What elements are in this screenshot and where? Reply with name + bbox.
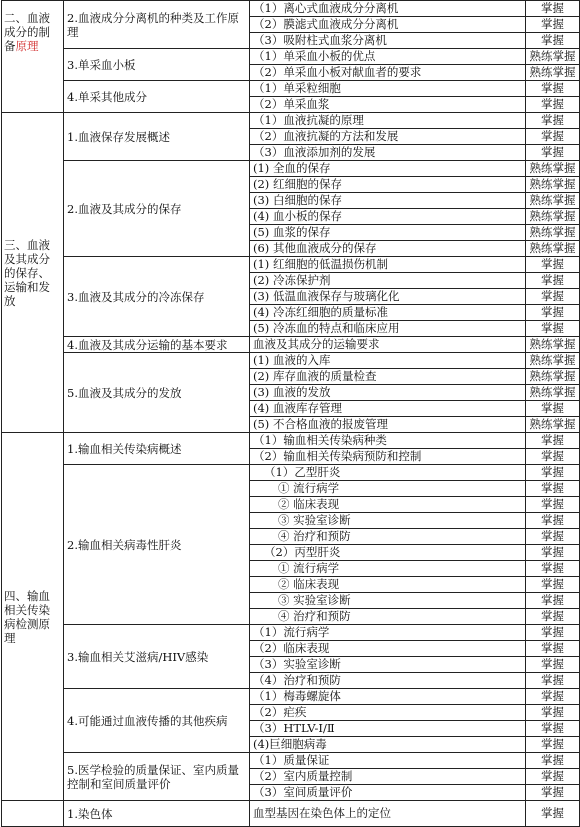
requirement-cell: 掌握	[526, 305, 580, 321]
content-cell: ③ 实验室诊断	[250, 513, 526, 529]
requirement-cell: 熟练掌握	[526, 385, 580, 401]
requirement-cell: 掌握	[526, 625, 580, 641]
item-cell: 4.单采其他成分	[64, 81, 250, 113]
requirement-cell: 熟练掌握	[526, 193, 580, 209]
content-cell: (4) 血液库存管理	[250, 401, 526, 417]
content-cell: （1）质量保证	[250, 753, 526, 769]
content-cell: (1) 血液的入库	[250, 353, 526, 369]
content-cell: （1）乙型肝炎	[250, 465, 526, 481]
item-cell: 1.血液保存发展概述	[64, 113, 250, 161]
requirement-cell: 掌握	[526, 97, 580, 113]
requirement-cell: 掌握	[526, 785, 580, 801]
requirement-cell: 掌握	[526, 145, 580, 161]
item-cell: 1.染色体	[64, 801, 250, 827]
item-cell: 5.血液及其成分的发放	[64, 353, 250, 433]
requirement-cell: 掌握	[526, 321, 580, 337]
requirement-cell: 掌握	[526, 657, 580, 673]
requirement-cell: 掌握	[526, 273, 580, 289]
requirement-cell: 掌握	[526, 577, 580, 593]
content-cell: （3）吸附柱式血浆分离机	[250, 33, 526, 49]
content-cell: (4) 冷冻红细胞的质量标准	[250, 305, 526, 321]
content-cell: ① 流行病学	[250, 561, 526, 577]
item-cell: 2.输血相关病毒性肝炎	[64, 465, 250, 625]
table-row	[2, 161, 580, 177]
item-cell: 3.血液及其成分的冷冻保存	[64, 257, 250, 337]
item-cell: 3.输血相关艾滋病/HIV感染	[64, 625, 250, 689]
content-cell: ② 临床表现	[250, 497, 526, 513]
syllabus-table-body	[2, 1, 580, 827]
content-cell: （1）流行病学	[250, 625, 526, 641]
content-cell: (2) 冷冻保护剂	[250, 273, 526, 289]
requirement-cell: 掌握	[526, 769, 580, 785]
requirement-cell: 熟练掌握	[526, 177, 580, 193]
content-cell: （1）输血相关传染病种类	[250, 433, 526, 449]
requirement-cell: 掌握	[526, 609, 580, 625]
content-cell: (3) 低温血液保存与玻璃化化	[250, 289, 526, 305]
requirement-cell: 掌握	[526, 481, 580, 497]
content-cell: (4)巨细胞病毒	[250, 737, 526, 753]
content-cell: ④ 治疗和预防	[250, 609, 526, 625]
requirement-cell: 熟练掌握	[526, 353, 580, 369]
requirement-cell: 掌握	[526, 513, 580, 529]
item-cell: 5.医学检验的质量保证、室内质量控制和室间质量评价	[64, 753, 250, 801]
requirement-cell: 掌握	[526, 465, 580, 481]
content-cell: （2）血液抗凝的方法和发展	[250, 129, 526, 145]
content-cell: (5) 冷冻血的特点和临床应用	[250, 321, 526, 337]
requirement-cell: 熟练掌握	[526, 337, 580, 353]
requirement-cell: 熟练掌握	[526, 241, 580, 257]
content-cell: ④ 治疗和预防	[250, 529, 526, 545]
requirement-cell: 掌握	[526, 17, 580, 33]
item-cell: 2.血液及其成分的保存	[64, 161, 250, 257]
requirement-cell: 掌握	[526, 753, 580, 769]
item-cell: 3.单采血小板	[64, 49, 250, 81]
unit-cell	[2, 801, 64, 827]
content-cell: （2）丙型肝炎	[250, 545, 526, 561]
content-cell: 血液及其成分的运输要求	[250, 337, 526, 353]
requirement-cell: 掌握	[526, 545, 580, 561]
table-row	[2, 753, 580, 769]
content-cell: (1) 全血的保存	[250, 161, 526, 177]
requirement-cell: 掌握	[526, 401, 580, 417]
requirement-cell: 掌握	[526, 689, 580, 705]
unit-title: 二、血液成分的制备	[4, 11, 50, 53]
content-cell: （2）临床表现	[250, 641, 526, 657]
table-row	[2, 337, 580, 353]
requirement-cell: 掌握	[526, 497, 580, 513]
content-cell: （4）治疗和预防	[250, 673, 526, 689]
table-row	[2, 801, 580, 827]
table-row	[2, 49, 580, 65]
content-cell: (1) 红细胞的低温损伤机制	[250, 257, 526, 273]
content-cell: (6) 其他血液成分的保存	[250, 241, 526, 257]
requirement-cell: 掌握	[526, 737, 580, 753]
requirement-cell: 掌握	[526, 561, 580, 577]
content-cell: （3）HTLV-Ⅰ/Ⅱ	[250, 721, 526, 737]
requirement-cell: 掌握	[526, 801, 580, 827]
content-cell: (5) 血浆的保存	[250, 225, 526, 241]
content-cell: 血型基因在染色体上的定位	[250, 801, 526, 827]
requirement-cell: 掌握	[526, 433, 580, 449]
content-cell: （3）实验室诊断	[250, 657, 526, 673]
content-cell: （1）离心式血液成分分离机	[250, 1, 526, 17]
requirement-cell: 熟练掌握	[526, 417, 580, 433]
requirement-cell: 掌握	[526, 81, 580, 97]
requirement-cell: 掌握	[526, 33, 580, 49]
item-cell: 4.血液及其成分运输的基本要求	[64, 337, 250, 353]
requirement-cell: 掌握	[526, 593, 580, 609]
table-row	[2, 81, 580, 97]
requirement-cell: 熟练掌握	[526, 161, 580, 177]
item-cell: 4.可能通过血液传播的其他疾病	[64, 689, 250, 753]
content-cell: （2）疟疾	[250, 705, 526, 721]
table-row	[2, 353, 580, 369]
table-row	[2, 433, 580, 449]
content-cell: （3）血液添加剂的发展	[250, 145, 526, 161]
requirement-cell: 掌握	[526, 673, 580, 689]
item-cell: 1.输血相关传染病概述	[64, 433, 250, 465]
requirement-cell: 熟练掌握	[526, 225, 580, 241]
table-row	[2, 113, 580, 129]
requirement-cell: 掌握	[526, 113, 580, 129]
content-cell: （2）单采血小板对献血者的要求	[250, 65, 526, 81]
requirement-cell: 掌握	[526, 257, 580, 273]
content-cell: (2) 红细胞的保存	[250, 177, 526, 193]
requirement-cell: 熟练掌握	[526, 369, 580, 385]
table-row	[2, 465, 580, 481]
content-cell: （3）室间质量评价	[250, 785, 526, 801]
requirement-cell: 熟练掌握	[526, 209, 580, 225]
unit-cell	[2, 1, 64, 113]
content-cell: (3) 血液的发放	[250, 385, 526, 401]
requirement-cell: 掌握	[526, 705, 580, 721]
content-cell: （2）膜滤式血液成分分离机	[250, 17, 526, 33]
unit-title: 三、血液及其成分的保存、运输和发放	[4, 237, 50, 308]
table-row	[2, 257, 580, 273]
unit-cell	[2, 433, 64, 801]
content-cell: (3) 白细胞的保存	[250, 193, 526, 209]
content-cell: (2) 库存血液的质量检查	[250, 369, 526, 385]
requirement-cell: 熟练掌握	[526, 49, 580, 65]
unit-cell	[2, 113, 64, 433]
unit-title: 四、输血相关传染病检测原理	[4, 588, 50, 645]
content-cell: ③ 实验室诊断	[250, 593, 526, 609]
syllabus-table	[1, 0, 580, 827]
content-cell: （1）单采血小板的优点	[250, 49, 526, 65]
content-cell: （1）血液抗凝的原理	[250, 113, 526, 129]
requirement-cell: 掌握	[526, 289, 580, 305]
table-row	[2, 1, 580, 17]
table-row	[2, 625, 580, 641]
content-cell: (4) 血小板的保存	[250, 209, 526, 225]
requirement-cell: 掌握	[526, 449, 580, 465]
content-cell: （2）单采血浆	[250, 97, 526, 113]
content-cell: （2）输血相关传染病预防和控制	[250, 449, 526, 465]
requirement-cell: 掌握	[526, 721, 580, 737]
requirement-cell: 熟练掌握	[526, 65, 580, 81]
requirement-cell: 掌握	[526, 129, 580, 145]
requirement-cell: 掌握	[526, 641, 580, 657]
content-cell: ② 临床表现	[250, 577, 526, 593]
content-cell: ① 流行病学	[250, 481, 526, 497]
content-cell: (5) 不合格血液的报废管理	[250, 417, 526, 433]
item-cell: 2.血液成分分离机的种类及工作原理	[64, 1, 250, 49]
requirement-cell: 掌握	[526, 529, 580, 545]
content-cell: （1）梅毒螺旋体	[250, 689, 526, 705]
content-cell: （1）单采粒细胞	[250, 81, 526, 97]
table-row	[2, 689, 580, 705]
requirement-cell: 掌握	[526, 1, 580, 17]
content-cell: （2）室内质量控制	[250, 769, 526, 785]
unit-title-highlight: 原理	[15, 39, 39, 53]
